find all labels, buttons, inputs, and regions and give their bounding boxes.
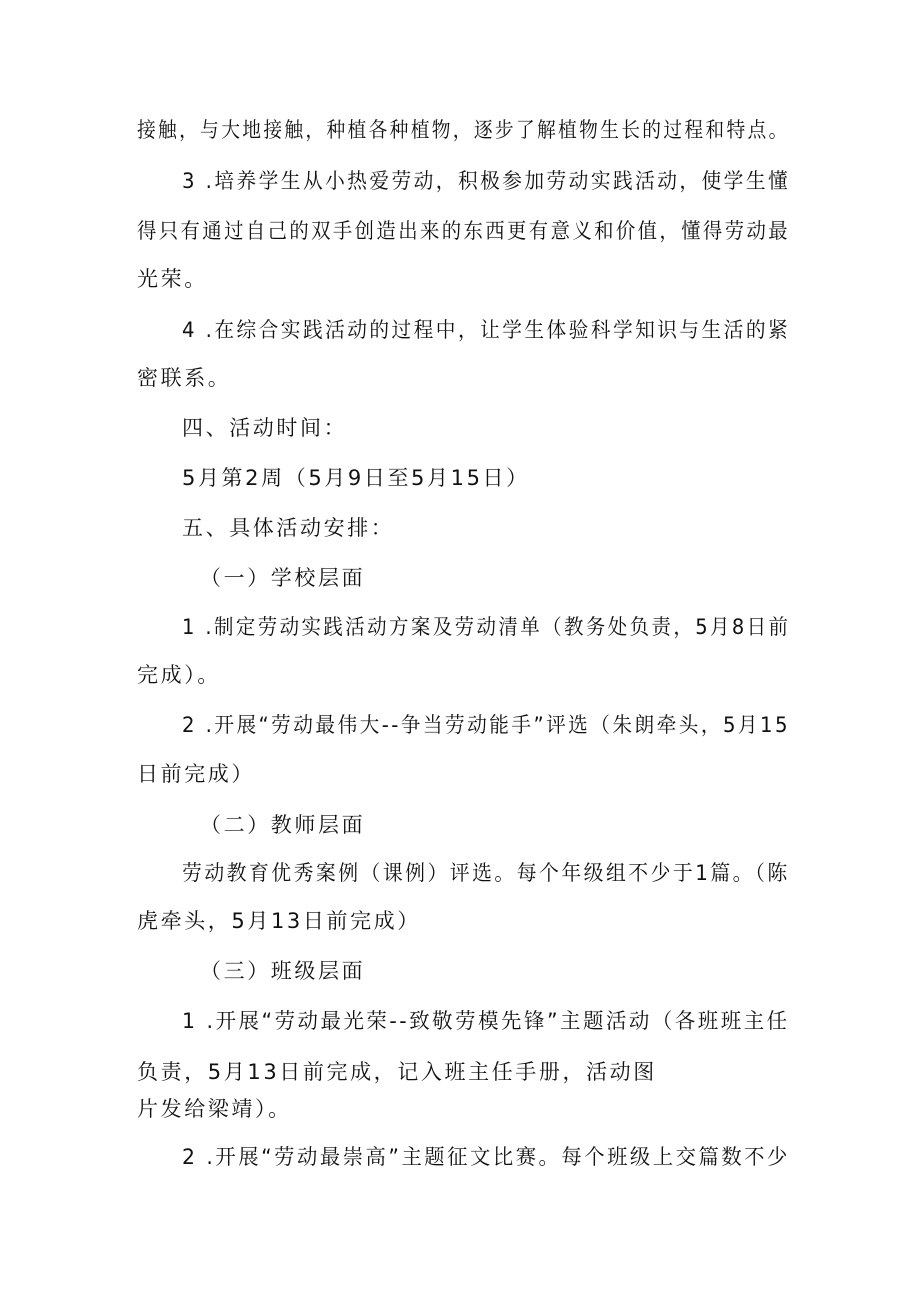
- class-item-2-line: 2 .开展“劳动最崇高”主题征文比赛。每个班级上交篇数不少: [182, 1145, 790, 1169]
- paragraph-line: 日前完成）: [137, 762, 255, 786]
- class-item-1-line: 1 .开展“劳动最光荣--致敬劳模先锋”主题活动（各班班主任: [182, 1009, 790, 1033]
- activity-time: 5月第2周（5月9日至5月15日）: [182, 466, 530, 490]
- paragraph-line: 完成）。: [137, 663, 221, 687]
- list-item-3-line: 3 .培养学生从小热爱劳动，积极参加劳动实践活动，使学生懂: [182, 169, 791, 193]
- list-item-4-line: 4 .在综合实践活动的过程中，让学生体验科学知识与生活的紧: [182, 318, 791, 342]
- school-item-2-line: 2 .开展“劳动最伟大--争当劳动能手”评选（朱朗牵头，5月15: [182, 713, 790, 737]
- paragraph-line: 负责，5月13日前完成，记入班主任手册，活动图: [137, 1060, 657, 1084]
- paragraph-line: 密联系。: [137, 366, 232, 390]
- subsection-school: （一）学校层面: [200, 566, 366, 590]
- paragraph-line: 接触，与大地接触，种植各种植物，逐步了解植物生长的过程和特点。: [137, 118, 790, 142]
- section-heading-5: 五、具体活动安排：: [182, 516, 395, 540]
- section-heading-4: 四、活动时间：: [182, 416, 348, 440]
- subsection-class: （三）班级层面: [200, 959, 366, 983]
- paragraph-line: 光荣。: [137, 267, 208, 291]
- paragraph-line: 虎牵头，5月13日前完成）: [137, 909, 421, 933]
- school-item-1-line: 1 .制定劳动实践活动方案及劳动清单（教务处负责，5月8日前: [182, 615, 791, 639]
- subsection-teacher: （二）教师层面: [200, 813, 366, 837]
- paragraph-line: 得只有通过自己的双手创造出来的东西更有意义和价值，懂得劳动最: [137, 219, 790, 243]
- teacher-item-line: 劳动教育优秀案例（课例）评选。每个年级组不少于1篇。（陈: [182, 861, 790, 885]
- paragraph-line: 片发给梁靖）。: [137, 1097, 292, 1121]
